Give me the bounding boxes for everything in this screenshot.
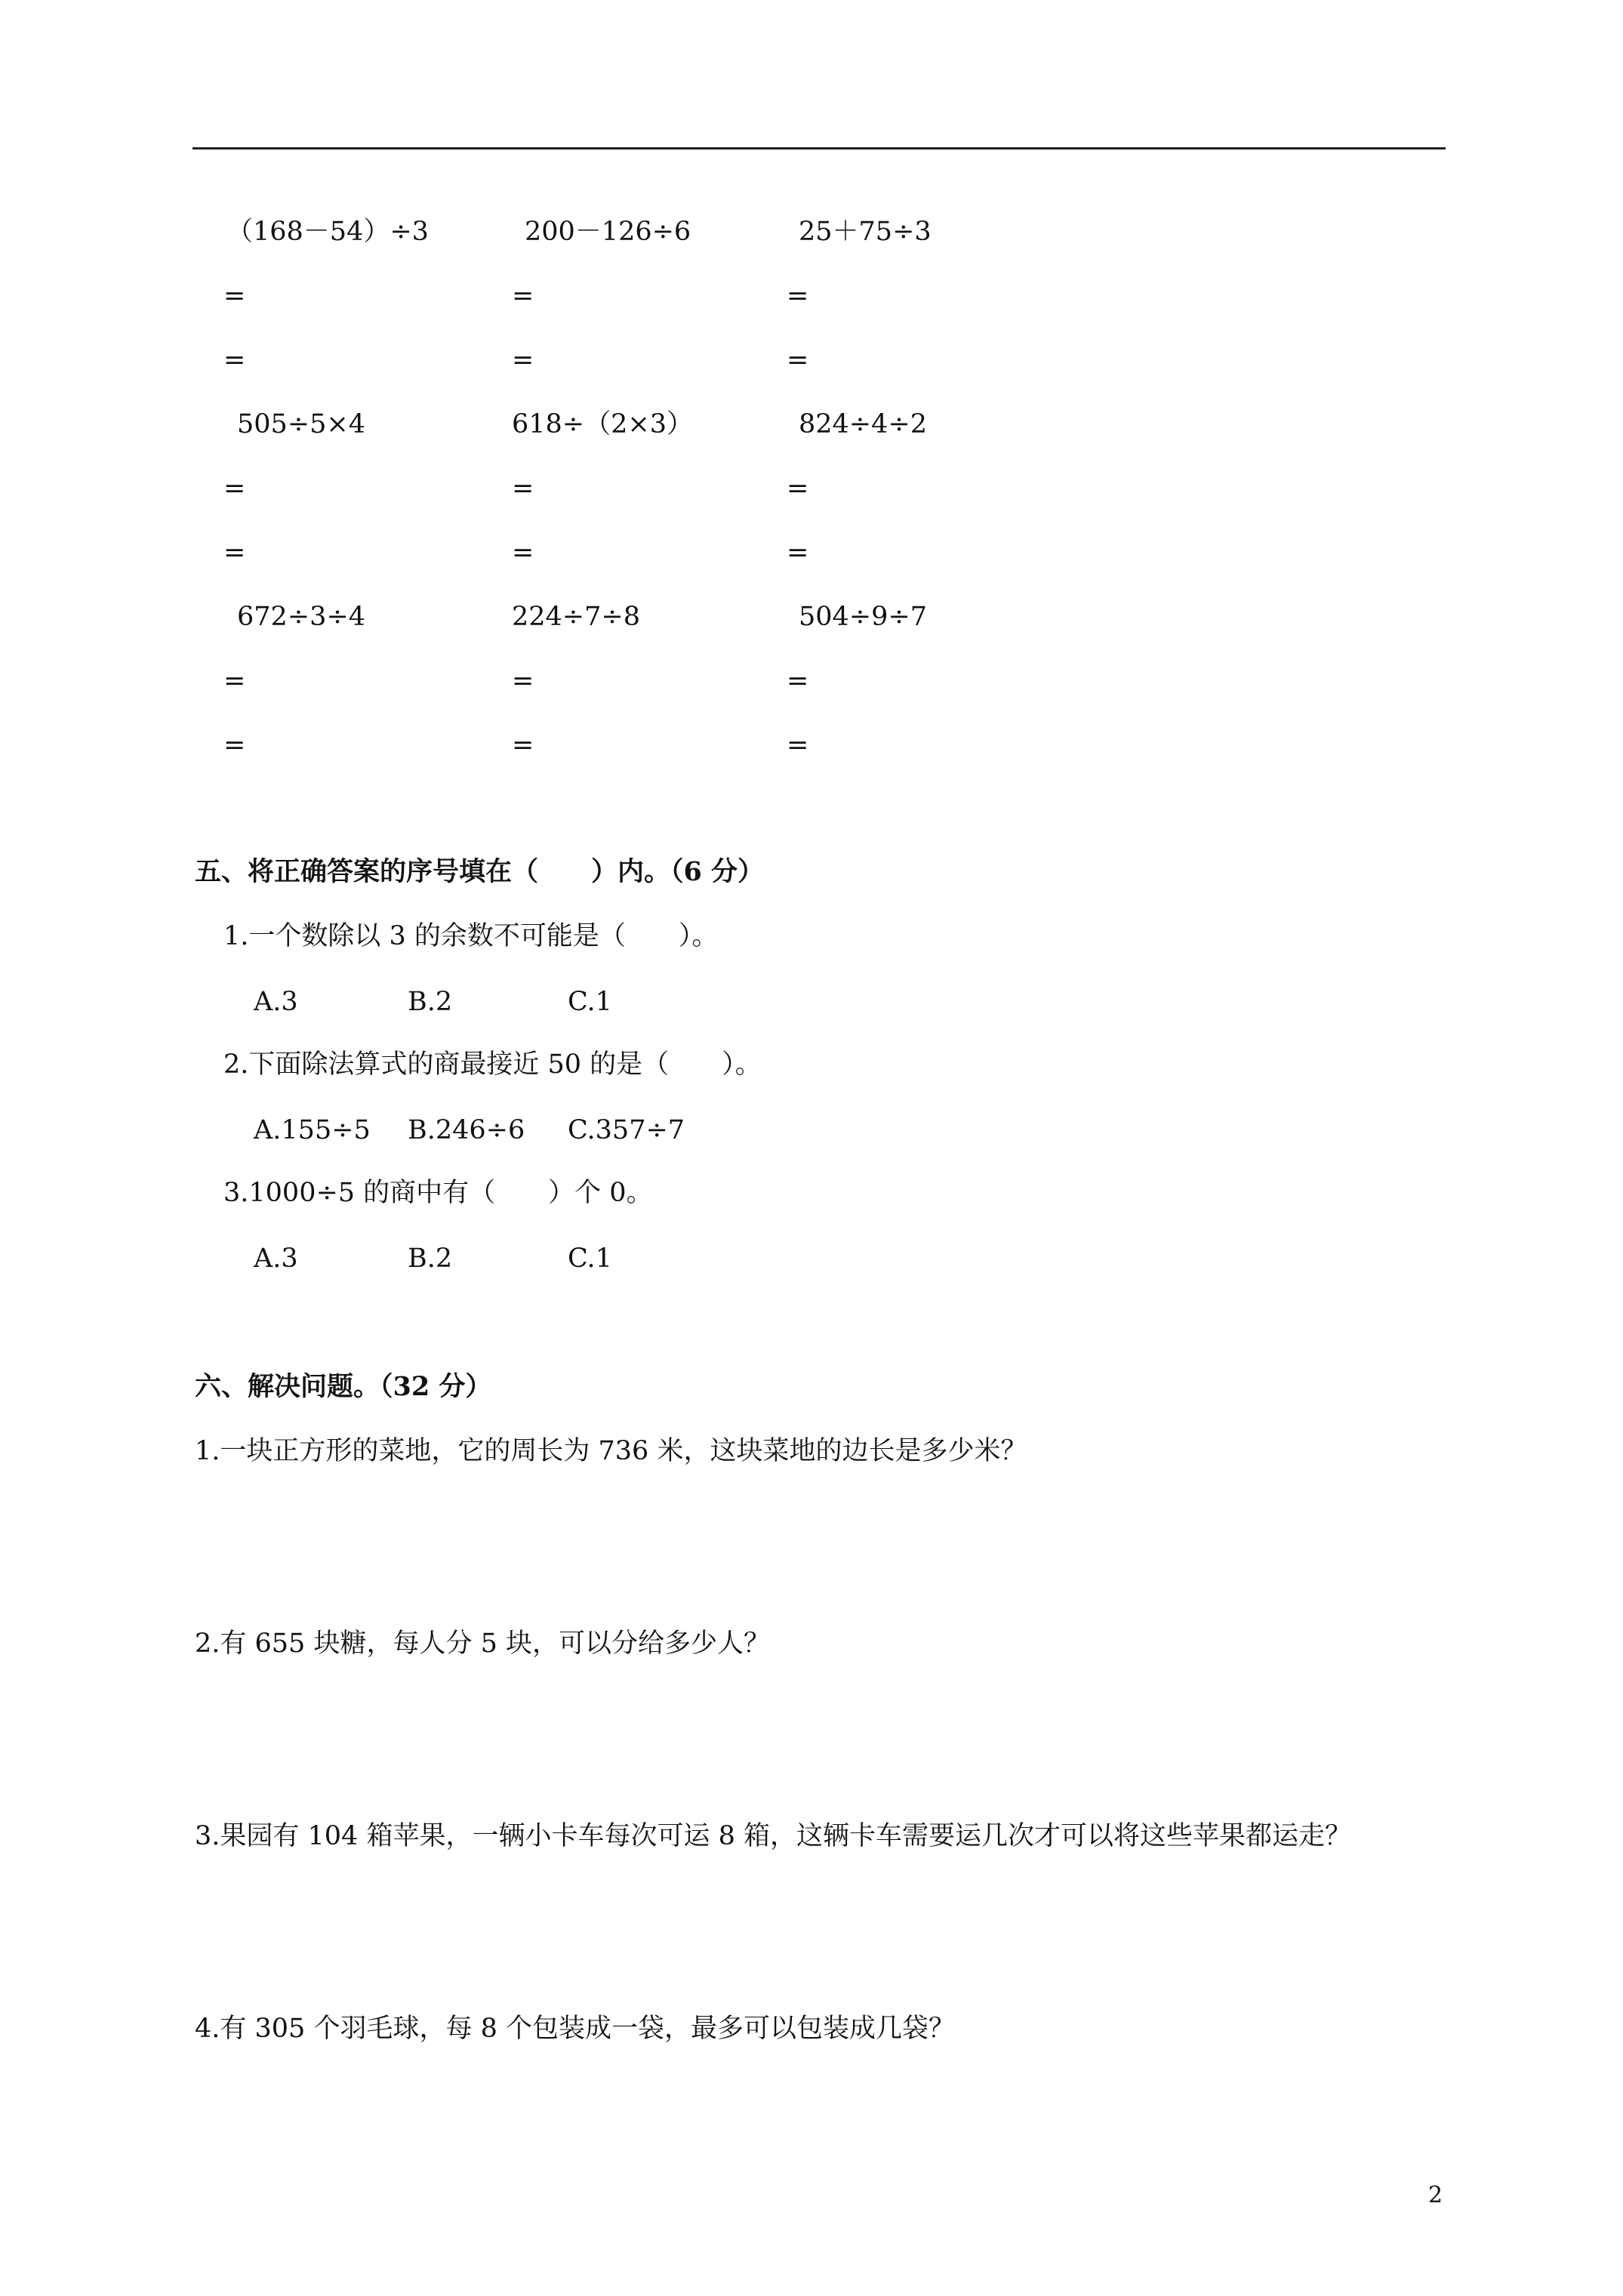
calc-expression: 224÷7÷8: [512, 602, 640, 632]
question-text: 3.1000÷5 的商中有（ ）个 0。: [223, 1178, 653, 1208]
option-b: B.2: [408, 1244, 453, 1274]
option-c: C.1: [568, 987, 612, 1017]
option-b: B.246÷6: [408, 1115, 525, 1145]
header-rule: [192, 147, 1446, 149]
calc-expression: 504÷9÷7: [799, 602, 927, 632]
option-b: B.2: [408, 987, 453, 1017]
equals-sign: =: [223, 538, 246, 568]
equals-sign: =: [512, 538, 534, 568]
question-text: 1.一个数除以 3 的余数不可能是（ ）。: [223, 921, 719, 951]
equals-sign: =: [512, 730, 534, 760]
option-a: A.3: [254, 987, 298, 1017]
equals-sign: =: [787, 473, 809, 504]
equals-sign: =: [223, 281, 246, 311]
equals-sign: =: [787, 730, 809, 760]
equals-sign: =: [787, 666, 809, 696]
option-a: A.3: [254, 1244, 298, 1274]
equals-sign: =: [787, 281, 809, 311]
equals-sign: =: [512, 345, 534, 375]
equals-sign: =: [512, 666, 534, 696]
problem-text: 3.果园有 104 箱苹果，一辆小卡车每次可运 8 箱，这辆卡车需要运几次才可以将这些苹果都运走？: [195, 1821, 1351, 1851]
equals-sign: =: [223, 666, 246, 696]
calc-expression: （168－54）÷3: [226, 217, 429, 247]
equals-sign: =: [512, 281, 534, 311]
calc-expression: 672÷3÷4: [237, 602, 365, 632]
equals-sign: =: [787, 538, 809, 568]
section-title: 六、解决问题。（32 分）: [195, 1371, 492, 1402]
equals-sign: =: [223, 730, 246, 760]
section-title: 五、将正确答案的序号填在（ ）内。（6 分）: [195, 856, 765, 887]
calc-expression: 505÷5×4: [237, 409, 365, 439]
equals-sign: =: [223, 345, 246, 375]
option-c: C.357÷7: [568, 1115, 685, 1145]
calc-expression: 25＋75÷3: [799, 217, 932, 247]
equals-sign: =: [787, 345, 809, 375]
calc-expression: 618÷（2×3）: [512, 409, 693, 439]
problem-text: 1.一块正方形的菜地，它的周长为 736 米，这块菜地的边长是多少米？: [195, 1436, 1027, 1466]
calc-expression: 200－126÷6: [525, 217, 691, 247]
equals-sign: =: [512, 473, 534, 504]
option-a: A.155÷5: [254, 1115, 371, 1145]
page-number: 2: [1428, 2182, 1443, 2208]
question-text: 2.下面除法算式的商最接近 50 的是（ ）。: [223, 1049, 762, 1080]
calc-expression: 824÷4÷2: [799, 409, 927, 439]
problem-text: 2.有 655 块糖，每人分 5 块，可以分给多少人？: [195, 1629, 770, 1659]
problem-text: 4.有 305 个羽毛球，每 8 个包装成一袋，最多可以包装成几袋？: [195, 2014, 955, 2044]
option-c: C.1: [568, 1244, 612, 1274]
equals-sign: =: [223, 473, 246, 504]
